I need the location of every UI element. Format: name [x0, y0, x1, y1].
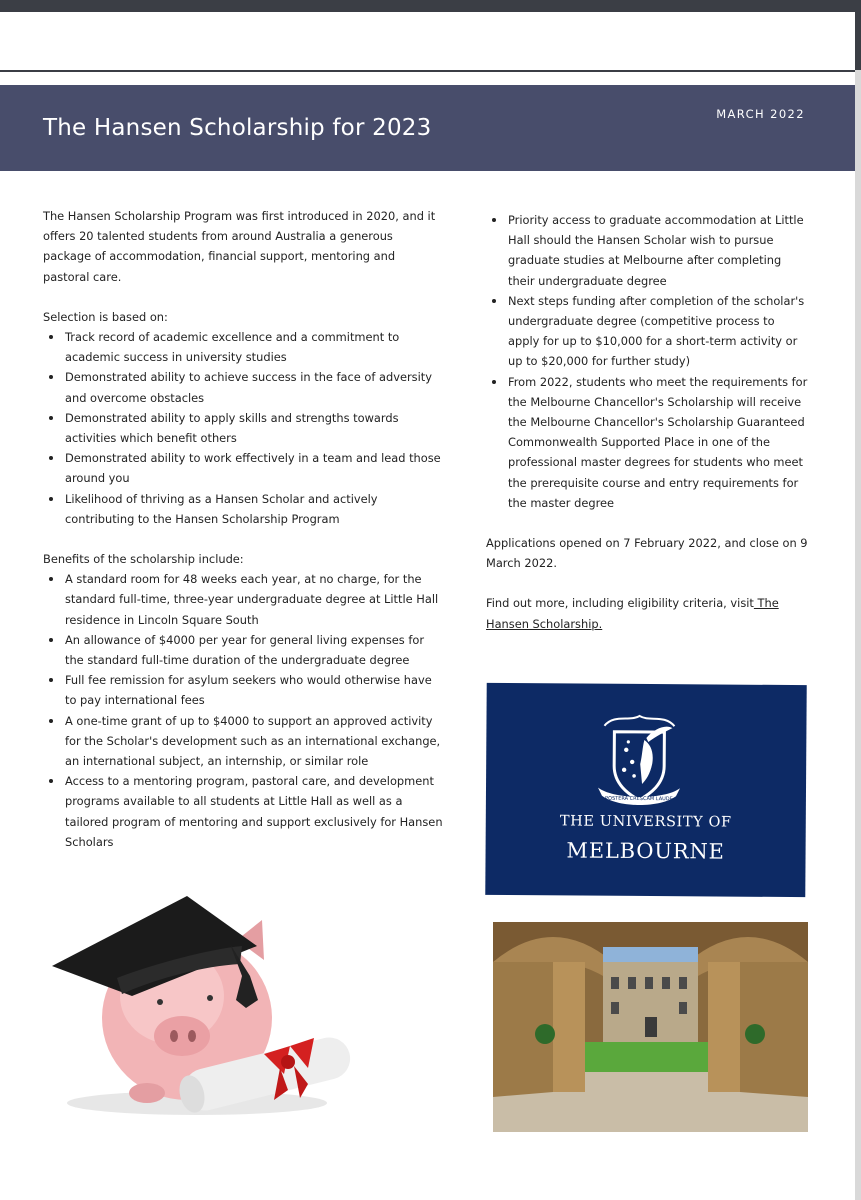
list-item: An allowance of $4000 per year for general living expenses for the standard full-time duration of the undergraduate degree [65, 630, 443, 670]
selection-heading: Selection is based on: [43, 309, 168, 324]
benefits-list-continued [486, 210, 808, 513]
list-item: From 2022, students who meet the requirements for the Melbourne Chancellor's Scholarship will receive the Melbourne Chancellor's Scholarship Guaranteed Commonwealth Supported Place in one of the professional master degrees for students who meet the prerequisite course and entry requirements for the master degree [508, 372, 808, 513]
university-logo [485, 683, 806, 897]
selection-list [43, 327, 443, 529]
issue-date: MARCH 2022 [716, 107, 805, 121]
list-item: Next steps funding after completion of the scholar's undergraduate degree (competitive process to apply for up to $10,000 for a short-term activity or up to $20,000 for further study) [508, 291, 808, 372]
page-shadow [855, 70, 861, 1200]
list-item: Full fee remission for asylum seekers who would otherwise have to pay international fees [65, 670, 443, 710]
logo-line-2: MELBOURNE [566, 838, 725, 864]
hansen-scholarship-link[interactable]: The Hansen Scholarship. [486, 596, 779, 631]
right-column [486, 210, 808, 634]
list-item: Priority access to graduate accommodation at Little Hall should the Hansen Scholar wish to pursue graduate studies at Melbourne after completing their undergraduate degree [508, 210, 808, 291]
list-item: A standard room for 48 weeks each year, at no charge, for the standard full-time, three-year undergraduate degree at Little Hall residence in Lincoln Square South [65, 569, 443, 630]
applications-paragraph: Applications opened on 7 February 2022, and close on 9 March 2022. [486, 536, 808, 571]
list-item: Track record of academic excellence and a commitment to academic success in university studies [65, 327, 443, 367]
page-title: The Hansen Scholarship for 2023 [43, 115, 432, 141]
cloister-photo [493, 922, 808, 1132]
list-item: Demonstrated ability to apply skills and strengths towards activities which benefit others [65, 408, 443, 448]
crest-motto: POSTERA CRESCAM LAUDE [605, 795, 673, 803]
university-crest-icon [584, 704, 695, 815]
list-item: A one-time grant of up to $4000 to support an approved activity for the Scholar's development such as an international exchange, an international subject, an internship, or similar role [65, 711, 443, 772]
header-banner [0, 85, 855, 171]
logo-line-1: THE UNIVERSITY OF [559, 813, 732, 831]
list-item: Demonstrated ability to work effectively in a team and lead those around you [65, 448, 443, 488]
left-column [43, 206, 443, 852]
list-item: Access to a mentoring program, pastoral care, and development programs available to all students at Little Hall as well as a tailored program of mentoring and support exclusively for Hansen Scholars [65, 771, 443, 852]
find-out-more-text: Find out more, including eligibility criteria, visit [486, 596, 754, 611]
previous-page-edge [0, 12, 861, 72]
benefits-heading: Benefits of the scholarship include: [43, 552, 244, 567]
window-top-bar [0, 0, 861, 12]
piggy-bank-graduate-illustration [52, 868, 372, 1128]
list-item: Demonstrated ability to achieve success in the face of adversity and overcome obstacles [65, 367, 443, 407]
benefits-list [43, 569, 443, 852]
list-item: Likelihood of thriving as a Hansen Scholar and actively contributing to the Hansen Scholarship Program [65, 489, 443, 529]
find-out-more-paragraph [486, 593, 808, 633]
intro-paragraph: The Hansen Scholarship Program was first introduced in 2020, and it offers 20 talented students from around Australia a generous package of accommodation, financial support, mentoring and pastoral care. [43, 209, 436, 284]
